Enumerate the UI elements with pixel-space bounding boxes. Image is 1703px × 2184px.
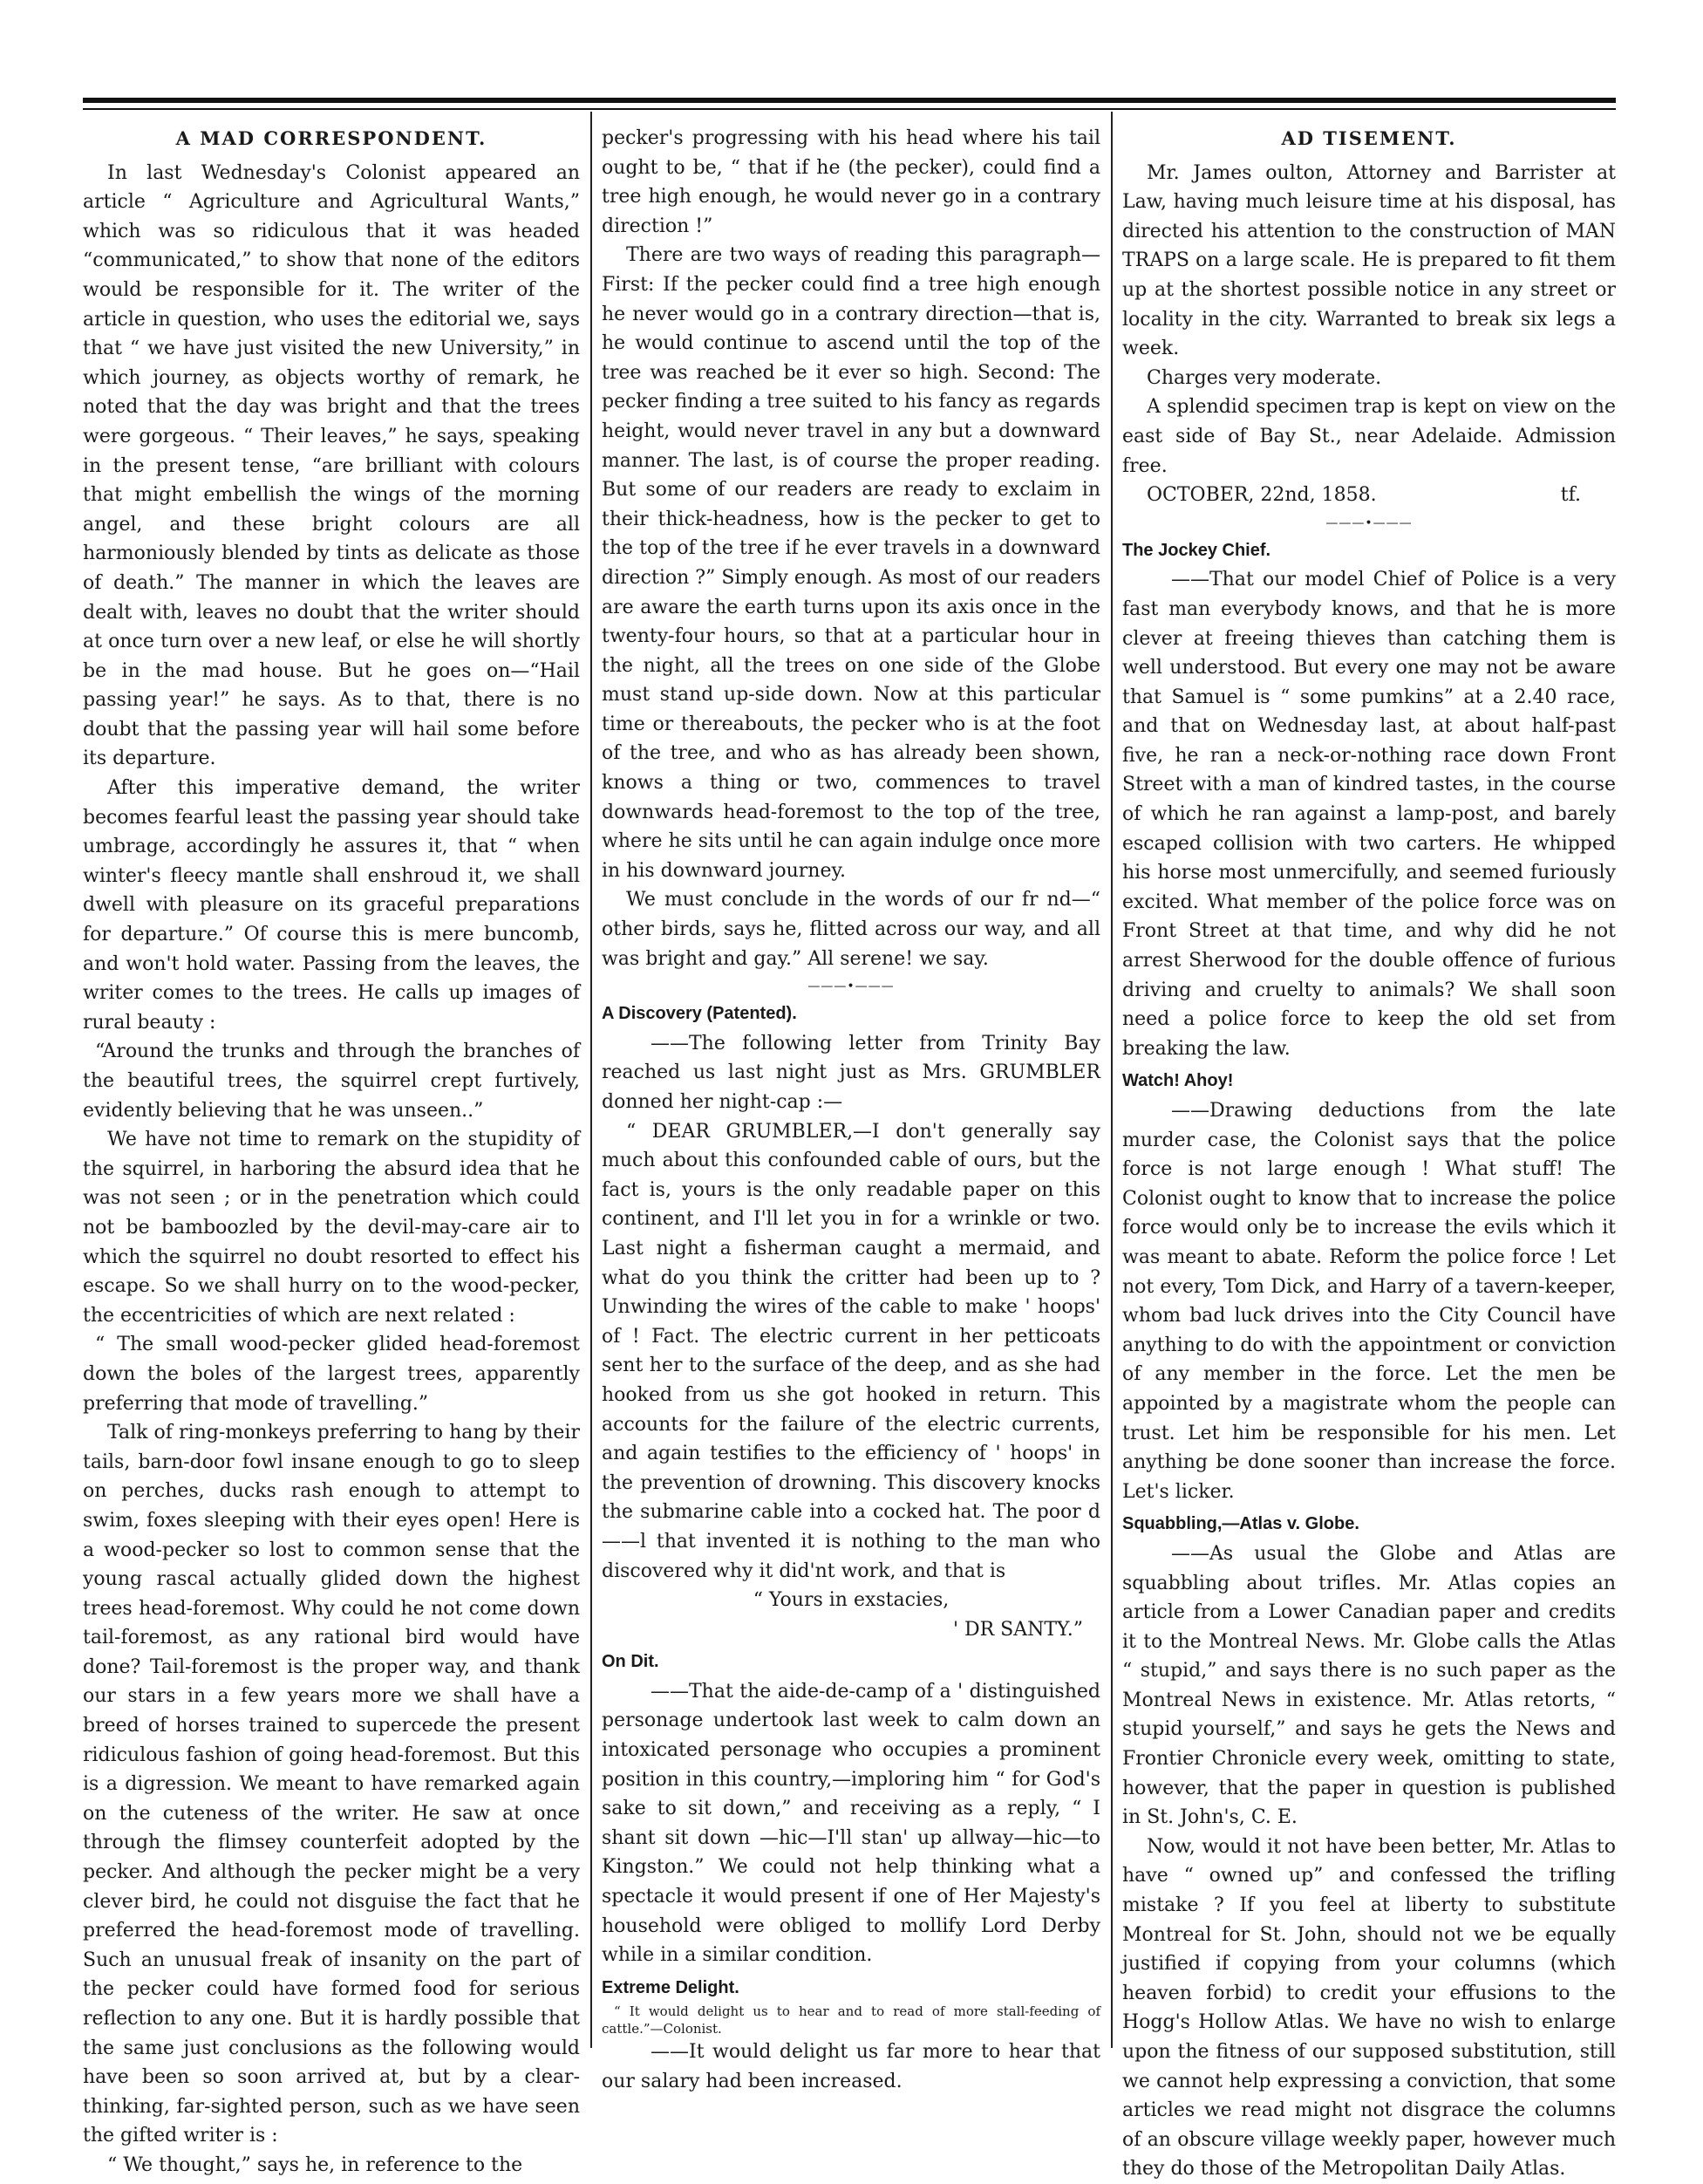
article-paragraph: We must conclude in the words of our fr nd—“ other birds, says he, flitted across our way, and all was bright and gay.” All serene! we say.: [602, 889, 1100, 970]
section-heading: A Discovery (Patented).: [602, 1004, 797, 1024]
quoted-passage: “Around the trunks and through the branches of the beautiful trees, the squirrel crept furtively, evidently believing that he was unseen..”: [83, 1041, 580, 1122]
section-heading: Extreme Delight.: [602, 1977, 739, 1997]
article-paragraph: In last Wednesday's Colonist appeared an article “ Agriculture and Agricultural Wants,” which was so ridiculous that it was headed “communicated,” to show that none of the editors would be responsible for it. The writer of the article in question, who uses the editorial we, says that “ we have just visited the new University,” in which journey, as objects worthy of remark, he noted that the day was bright and that the trees were gorgeous. “ Their leaves,” he says, speaking in the present tense, “are brilliant with colours that might embellish the wings of the morning angel, and these bright colours are all harmoniously blended by tints as delicate as those of death.” The manner in which the leaves are dealt with, leaves no doubt that the writer should at once turn over a new leaf, or else he will shortly be in the mad house. But he goes on—“Hail passing year!” he says. As to that, there is no doubt that the passing year will hail some before its departure.: [83, 161, 580, 770]
column-3: [1122, 124, 1616, 2181]
quoted-passage: “ It would delight us to hear and to read of more stall-feeding of cattle.”—Colonist.: [602, 2003, 1100, 2037]
advert-paragraph: Mr. James oulton, Attorney and Barrister at Law, having much leisure time at his disposal, has directed his attention to the construction of MAN TRAPS on a large scale. He is prepared to fit them up at the shortest possible notice in any street or locality in the city. Warranted to break six legs a week.: [1122, 161, 1616, 360]
article-paragraph: There are two ways of reading this paragraph—First: If the pecker could find a tree high enough he never would go in a contrary direction—that is, he would continue to ascend until the top of the tree was reached be it ever so high. Second: The pecker finding a tree suited to his fancy as regards height, would never travel in any but a downward manner. The last, is of course the proper reading. But some of our readers are ready to exclaim in their thick-headness, how is the pecker to get to the top of the tree if he ever travels in a downward direction ?” Simply enough. As most of our readers are aware the earth turns upon its axis once in the twenty-four hours, so that at a particular hour in the night, all the trees on one side of the Globe must stand up-side down. Now at this particular time or thereabouts, the pecker who is at the foot of the tree, and who as has already been shown, knows a thing or two, commences to travel downwards head-foremost to the top of the tree, where he sits until he can again indulge once more in his downward journey.: [602, 244, 1100, 882]
section-heading: The Jockey Chief.: [1122, 540, 1271, 560]
article-paragraph: ——That our model Chief of Police is a very fast man everybody knows, and that he is more clever at freeing thieves than catching them is well understood. But every one may not be aware that Samuel is “ some pumkins” at a 2.40 race, and that on Wednesday last, at about half-past five, he ran a neck-or-nothing race down Front Street with a man of kindred tastes, in the course of which he ran against a lamp-post, and barely escaped collision with two carters. He whipped his horse most unmercifully, and seemed furiously excited. What member of the police force was on Front Street at that time, and why did he not arrest Sherwood for the double offence of furious driving and cruelty to animals? We shall soon need a police force to keep the old set from breaking the law.: [1122, 569, 1616, 1060]
article-paragraph: Now, would it not have been better, Mr. Atlas to have “ owned up” and confessed the trifling mistake ? If you feel at liberty to substitute Montreal for St. John, should not we be equally justified if copying from your columns (which heaven forbid) to credit your effusions to the Hogg's Hollow Atlas. We have no wish to enlarge upon the fitness of our supposed substitution, still we cannot help expressing a conviction, that some articles we read might not disgrace the columns of an obscure village weekly paper, however much they do those of the Metropolitan Daily Atlas.: [1122, 1835, 1616, 2181]
section-heading: Watch! Ahoy!: [1122, 1071, 1234, 1091]
section-heading: On Dit.: [602, 1652, 659, 1672]
letter-paragraph: “ DEAR GRUMBLER,—I don't generally say much about this confounded cable of ours, but the fact is, yours is the only readable paper on this continent, and I'll let you in for a wrinkle or two. Last night a fisherman caught a mermaid, and what do you think the critter had been up to ? Unwinding the wires of the cable to make ' hoops' of ! Fact. The electric current in her petticoats sent her to the surface of the deep, and as she had hooked from us she got hooked in return. This accounts for the failure of the electric currents, and again testifies to the efficiency of ' hoops' in the prevention of drowning. This discovery knocks the submarine cable into a cocked hat. The poor d——l that invented it is nothing to the man who discovered why it did'nt work, and that is: [602, 1120, 1100, 1582]
article-paragraph: ——That the aide-de-camp of a ' distinguished personage undertook last week to calm down an intoxicated personage who occupies a prominent position in this country,—imploring him “ for God's sake to sit down,” and receiving as a reply, “ I shant sit down —hic—I'll stan' up allway—hic—to Kingston.” We could not help thinking what a spectacle it would present if one of Her Majesty's household were obliged to mollify Lord Derby while in a similar condition.: [602, 1680, 1100, 1967]
advert-tf: tf.: [1560, 484, 1581, 507]
top-rule-thin: [83, 108, 1616, 110]
top-rule: [83, 98, 1616, 103]
quoted-passage: “ The small wood-pecker glided head-foremost down the boles of the largest trees, apparently preferring that mode of travelling.”: [83, 1334, 580, 1415]
letter-signoff: “ Yours in exstacies,: [753, 1589, 950, 1612]
article-paragraph: After this imperative demand, the writer becomes fearful least the passing year should take umbrage, accordingly he assures it, that “ when winter's fleecy mantle shall enshroud it, we shall dwell with pleasure on its graceful preparations for departure.” Of course this is mere buncomb, and won't hold water. Passing from the leaves, the writer comes to the trees. He calls up images of rural beauty :: [83, 777, 580, 1034]
advert-date: OCTOBER, 22nd, 1858.: [1147, 484, 1377, 507]
article-paragraph: ——The following letter from Trinity Bay reached us last night just as Mrs. GRUMBLER donned her night-cap :—: [602, 1032, 1100, 1113]
article-title: A MAD CORRESPONDENT.: [175, 127, 487, 149]
article-paragraph: ——Drawing deductions from the late murder case, the Colonist says that the police force is not large enough ! What stuff! The Colonist ought to know that to increase the police force would only be to increase the evils which it was meant to abate. Reform the police force ! Let not every, Tom Dick, and Harry of a tavern-keeper, whom bad luck drives into the City Council have anything to do with the appointment or conviction of any member in the force. Let the men be appointed by a magistrate whom the people can trust. Let him be responsible for his men. Let anything be done sooner than increase the force. Let's licker.: [1122, 1100, 1616, 1503]
continued-paragraph: pecker's progressing with his head where his tail ought to be, “ that if he (the pecker), could find a tree high enough, he would never go in a contrary direction !”: [602, 127, 1100, 237]
article-paragraph: We have not time to remark on the stupidity of the squirrel, in harboring the absurd idea that he was not seen ; or in the penetration which could not be bamboozled by the devil-may-care air to which the squirrel no doubt resorted to effect his escape. So we shall hurry on to the wood-pecker, the eccentricities of which are next related :: [83, 1129, 580, 1327]
article-paragraph: ——It would delight us far more to hear that our salary had been increased.: [602, 2041, 1100, 2092]
column-2: [602, 124, 1100, 2092]
advertisement-title: AD TISEMENT.: [1281, 127, 1457, 149]
advert-date-line: [1122, 481, 1616, 510]
column-divider: [590, 112, 592, 2048]
section-heading: Squabbling,—Atlas v. Globe.: [1122, 1514, 1359, 1534]
article-paragraph: ——As usual the Globe and Atlas are squabbling about trifles. Mr. Atlas copies an article from a Lower Canadian paper and credits it to the Montreal News. Mr. Globe calls the Atlas “ stupid,” and says there is no such paper as the Montreal News in existence. Mr. Atlas retorts, “ stupid yourself,” and says he gets the News and Frontier Chronicle every week, omitting to state, however, that the paper in question is published in St. John's, C. E.: [1122, 1542, 1616, 1829]
section-ornament: ———•———: [1325, 515, 1413, 530]
column-divider: [1111, 112, 1113, 2048]
advert-paragraph: Charges very moderate.: [1147, 366, 1382, 389]
advert-paragraph: A splendid specimen trap is kept on view on the east side of Bay St., near Adelaide. Admission free.: [1122, 396, 1616, 477]
section-ornament: ———•———: [807, 979, 895, 994]
letter-signature: ' DR SANTY.”: [952, 1618, 1083, 1641]
article-paragraph: Talk of ring-monkeys preferring to hang by their tails, barn-door fowl insane enough to go to sleep on perches, ducks rash enough to attempt to swim, foxes sleeping with their eyes open! Here is a wood-pecker so lost to common sense that the young rascal actually glided down the highest trees head-foremost. Why could he not come down tail-foremost, as any rational bird would have done? Tail-foremost is the proper way, and thank our stars in a few years more we shall have a breed of horses trained to supercede the present ridiculous fashion of going head-foremost. But this is a digression. We meant to have remarked again on the cuteness of the writer. He saw at once through the flimsey counterfeit adopted by the pecker. And although the pecker might be a very clever bird, he could not disguise the fact that he preferred the head-foremost mode of travelling. Such an unusual freak of insanity on the part of the pecker could have formed food for serious reflection to any one. But it is hardly possible that the same just conclusions as the following would have been so soon arrived at, but by a clear-thinking, far-sighted person, such as we have seen the gifted writer is :: [83, 1422, 580, 2147]
column-1: [83, 124, 580, 2176]
article-paragraph: “ We thought,” says he, in reference to the: [107, 2153, 523, 2176]
